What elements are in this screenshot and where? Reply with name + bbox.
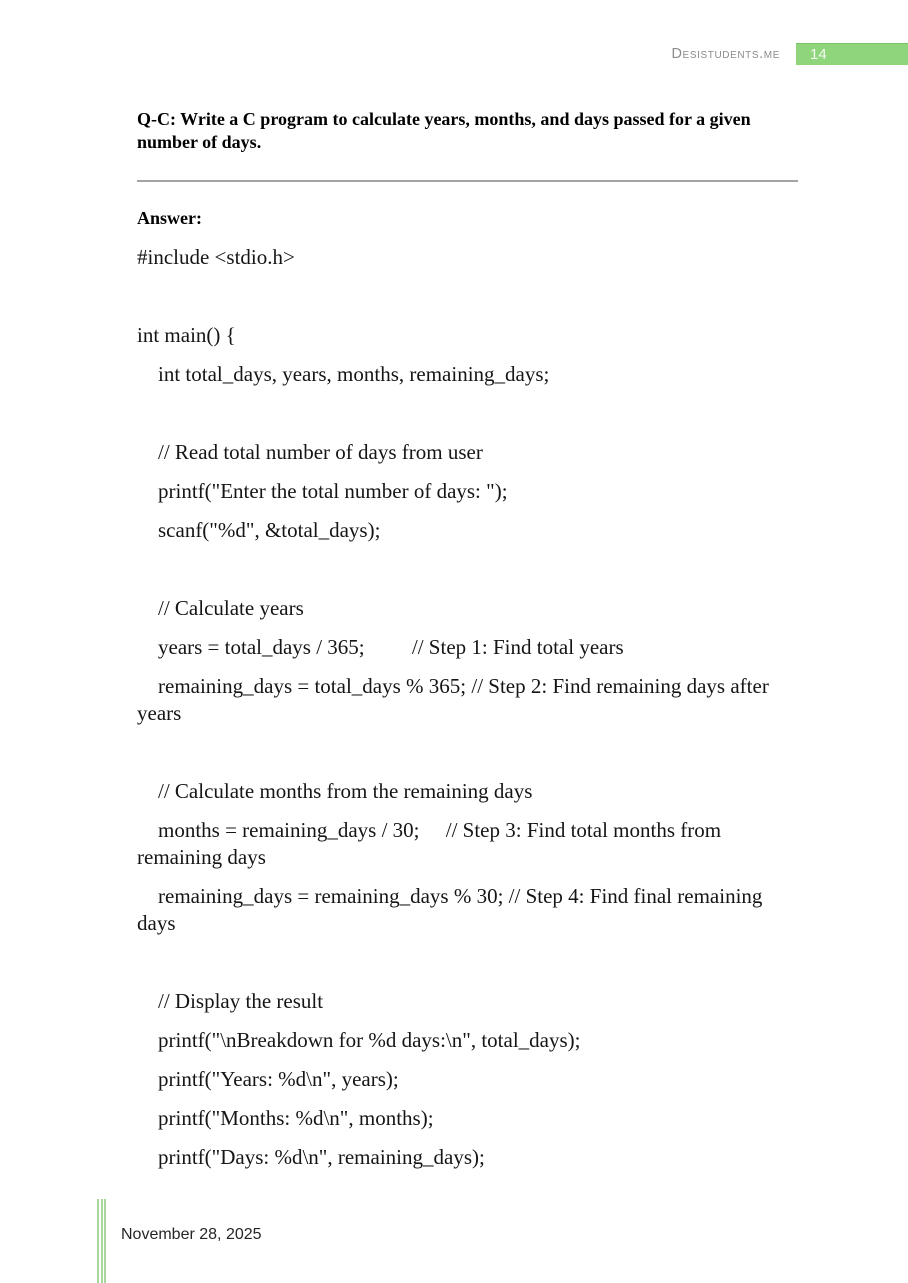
code-line: #include <stdio.h> [137, 245, 295, 269]
code-line: int main() { [137, 323, 236, 347]
site-name-label: Desistudents.me [671, 46, 780, 62]
answer-label: Answer: [137, 208, 202, 228]
code-line [137, 739, 798, 766]
stripe [104, 1199, 106, 1283]
horizontal-rule [137, 180, 798, 182]
document-body [137, 108, 798, 1183]
code-block [137, 244, 798, 1171]
code-line: printf("Days: %d\n", remaining_days); [137, 1145, 485, 1169]
code-line: years = total_days / 365; // Step 1: Find total years [137, 635, 624, 659]
footer-stripes-decoration [97, 1199, 106, 1283]
code-line: printf("Months: %d\n", months); [137, 1106, 434, 1130]
code-line: scanf("%d", &total_days); [137, 518, 381, 542]
code-line [137, 283, 798, 310]
page-number: 14 [810, 46, 827, 63]
code-line: // Read total number of days from user [137, 440, 483, 464]
code-line: int total_days, years, months, remaining_days; [137, 362, 550, 386]
code-line: printf("\nBreakdown for %d days:\n", total_days); [137, 1028, 581, 1052]
page-header [0, 43, 908, 65]
code-line [137, 949, 798, 976]
code-line [137, 556, 798, 583]
footer-date: November 28, 2025 [121, 1226, 262, 1243]
stripe [97, 1199, 99, 1283]
code-line: remaining_days = remaining_days % 30; // Step 4: Find final remaining days [137, 884, 768, 935]
code-line: printf("Enter the total number of days: "); [137, 479, 508, 503]
code-line: printf("Years: %d\n", years); [137, 1067, 399, 1091]
code-line [137, 400, 798, 427]
code-line: // Calculate years [137, 596, 304, 620]
code-line: // Calculate months from the remaining days [137, 779, 533, 803]
code-line: remaining_days = total_days % 365; // Step 2: Find remaining days after years [137, 674, 775, 725]
page-number-badge [796, 43, 908, 65]
code-line: // Display the result [137, 989, 324, 1013]
stripe [101, 1199, 103, 1283]
question-title: Q-C: Write a C program to calculate years, months, and days passed for a given number of days. [137, 109, 751, 152]
code-line: months = remaining_days / 30; // Step 3: Find total months from remaining days [137, 818, 727, 869]
